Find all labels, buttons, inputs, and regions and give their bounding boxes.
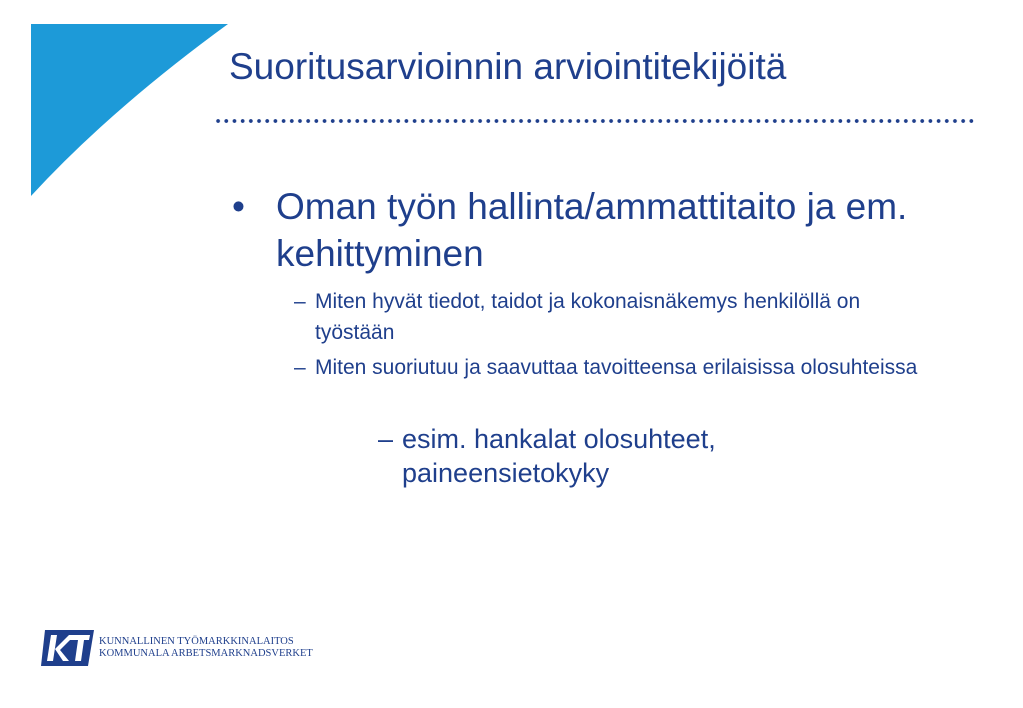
sub-bullet-text: Miten suoriutuu ja saavuttaa tavoitteensa erilaisissa olosuhteissa bbox=[315, 356, 918, 379]
corner-triangle-shape bbox=[0, 0, 240, 210]
sub-bullet-performance bbox=[294, 352, 944, 383]
kt-logo-mark bbox=[41, 630, 94, 666]
dash-marker: – bbox=[294, 356, 306, 379]
logo-text-line-2: KOMMUNALA ARBETSMARKNADSVERKET bbox=[99, 648, 313, 659]
sub-bullet-text: Miten hyvät tiedot, taidot ja kokonaisnäkemys henkilöllä on työstään bbox=[315, 290, 861, 344]
logo-text-line-1: KUNNALLINEN TYÖMARKKINALAITOS bbox=[99, 636, 294, 647]
sub-sub-bullet-text: esim. hankalat olosuhteet, paineensietokyky bbox=[402, 424, 716, 488]
dash-marker: – bbox=[294, 290, 306, 313]
sub-bullet-knowledge bbox=[294, 286, 944, 348]
bullet-level-1 bbox=[232, 183, 952, 277]
organization-logo bbox=[41, 630, 313, 666]
slide-title: Suoritusarvioinnin arviointitekijöitä bbox=[229, 46, 787, 87]
dash-marker: – bbox=[378, 424, 394, 454]
dotted-divider bbox=[214, 118, 974, 124]
sub-sub-bullet-example bbox=[378, 422, 898, 490]
logo-text bbox=[99, 636, 313, 660]
bullet-marker: • bbox=[232, 186, 245, 227]
bullet-text: Oman työn hallinta/ammattitaito ja em. kehittyminen bbox=[276, 186, 908, 274]
